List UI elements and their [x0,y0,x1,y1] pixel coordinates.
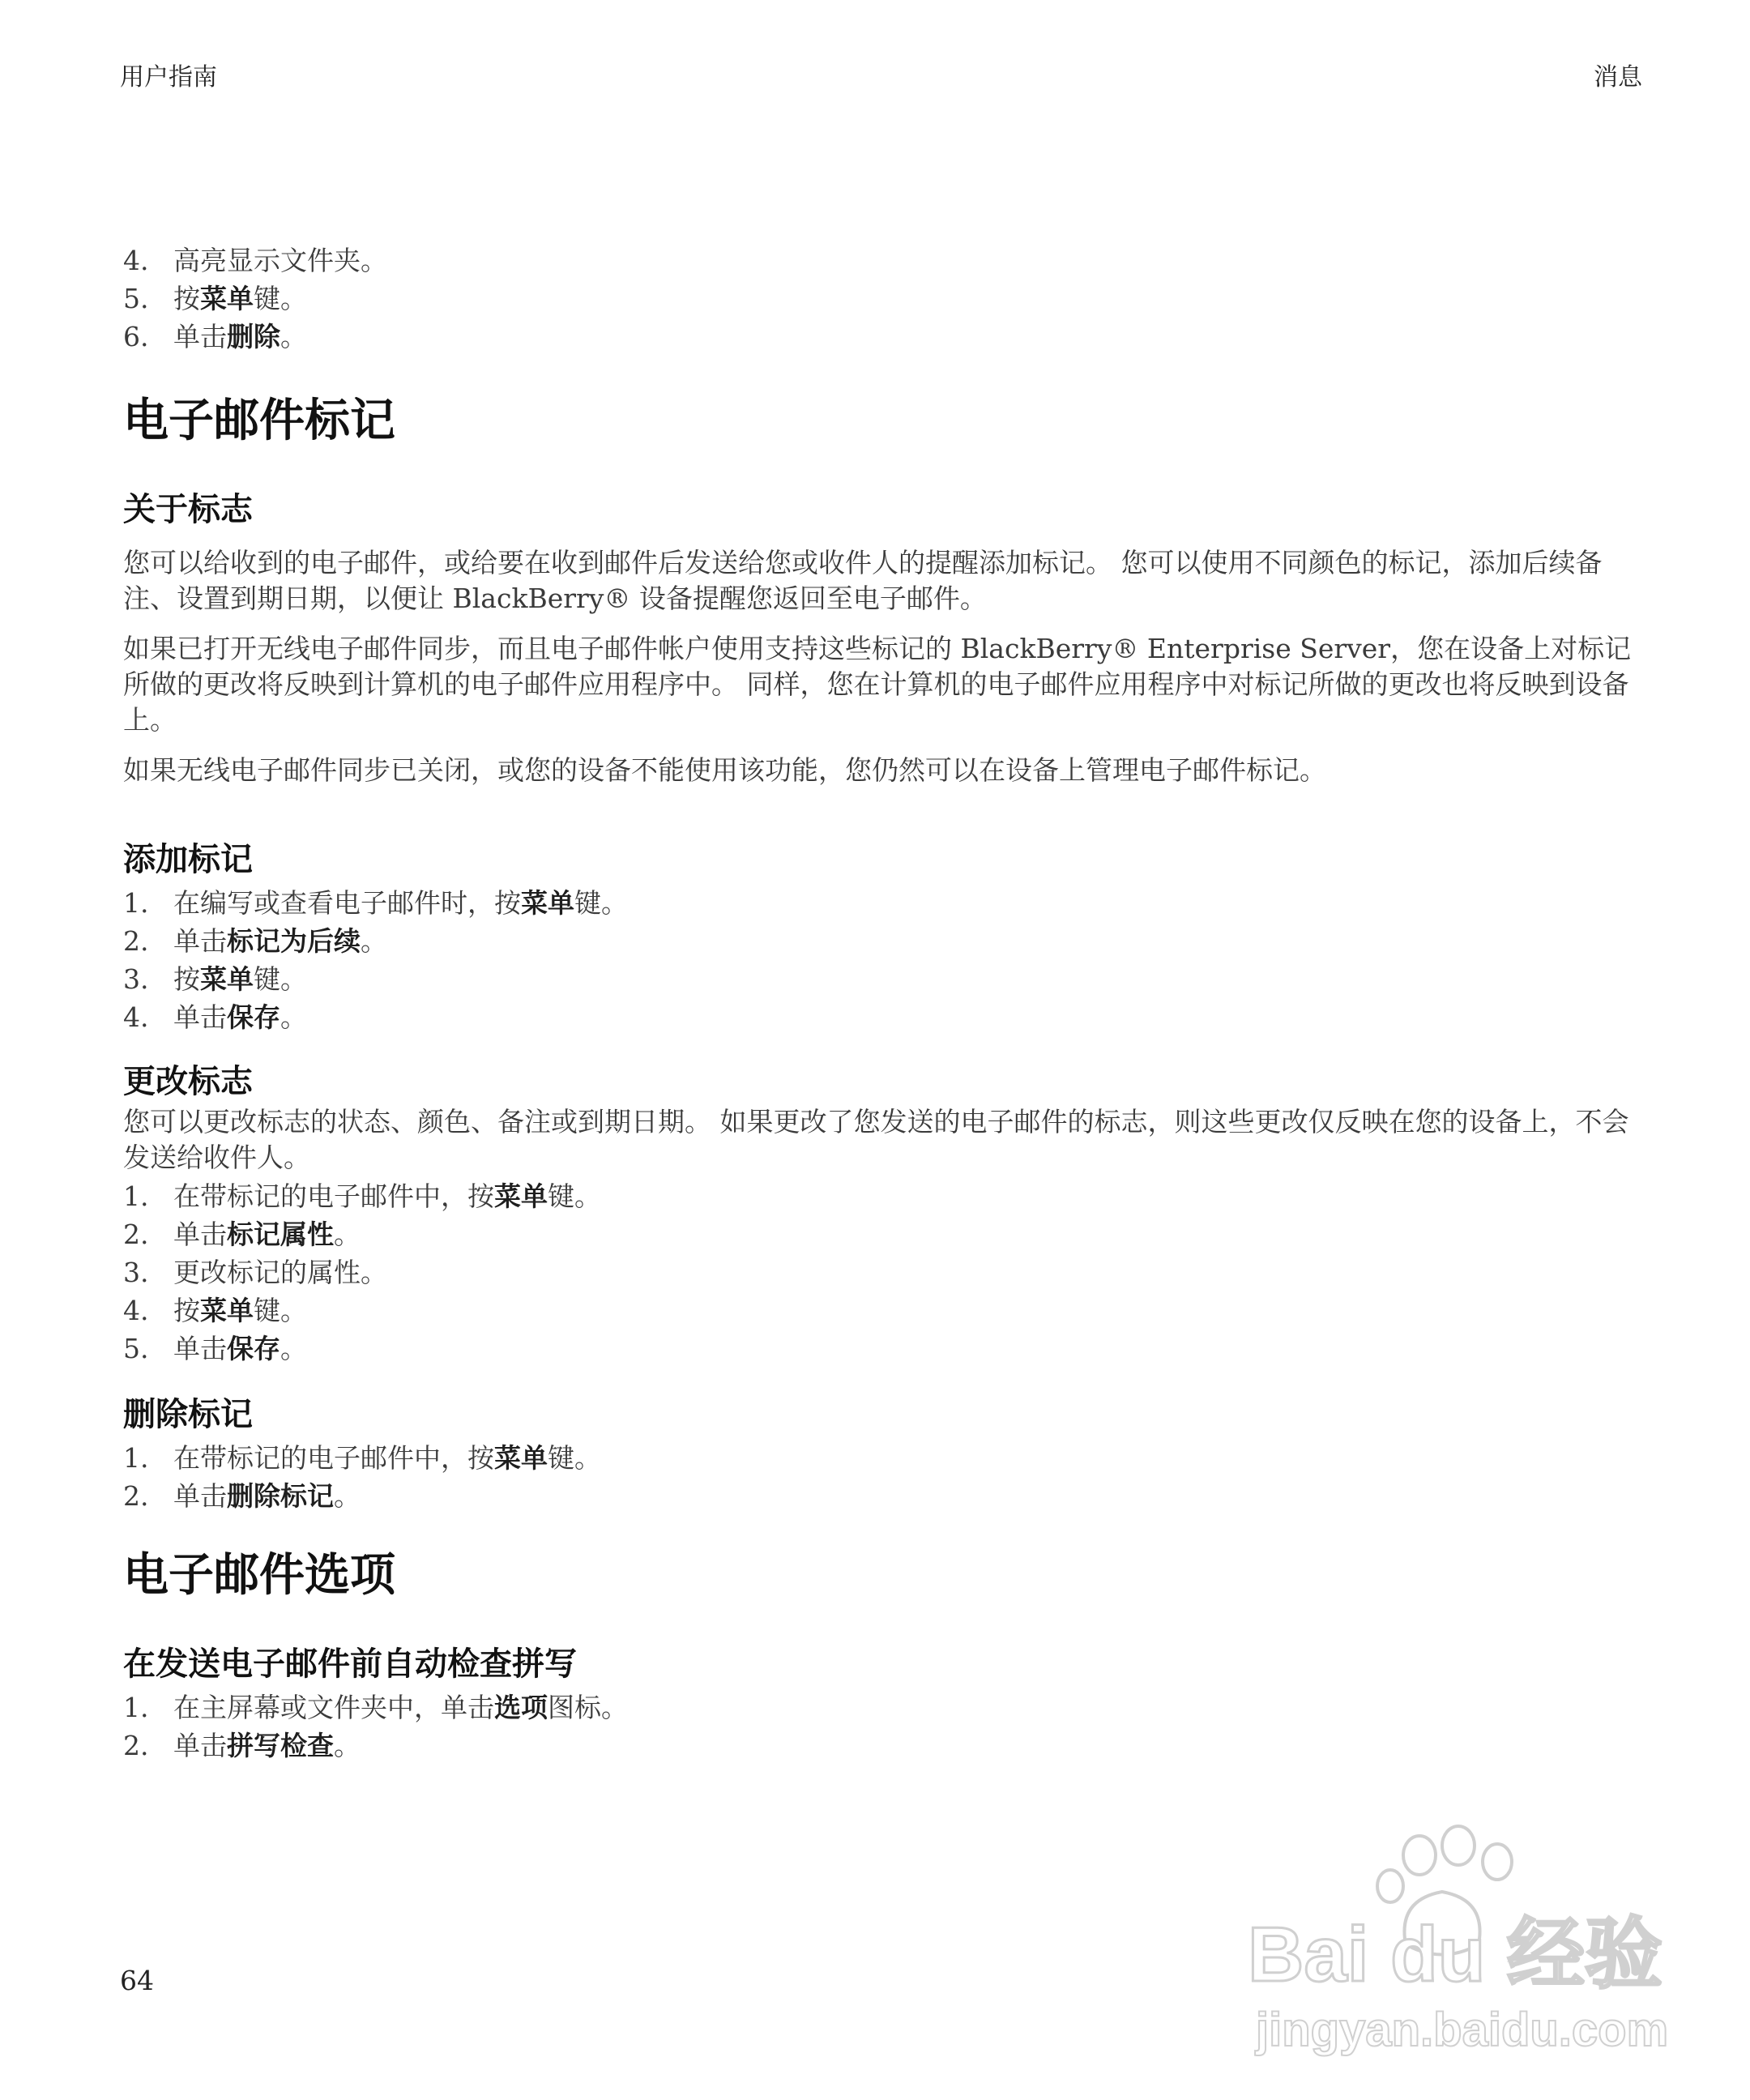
step-text: 按 [173,1295,200,1326]
step-text: 。 [334,1219,361,1250]
step-number: 3. [123,963,149,995]
add-flag-steps [123,884,1646,1036]
ui-term: 菜单 [521,887,574,919]
step-number: 1. [123,887,149,919]
step-number: 5. [123,1333,149,1364]
step-text: 按 [173,283,200,314]
step-text: 按 [173,963,200,995]
step-text: 单击 [173,1730,227,1761]
watermark-url: jingyan.baidu.com [1256,2004,1669,2056]
step-text: 更改标记的属性。 [173,1257,387,1288]
watermark-logo-text: Bai du 经验 [1248,1911,1663,1998]
step-number: 5. [123,283,149,314]
step-text: 键。 [254,1295,307,1326]
step-text: 单击 [173,1001,227,1033]
ui-term: 菜单 [200,1295,254,1326]
step-item [123,1177,1646,1215]
ui-term: 删除标记 [227,1480,334,1512]
step-text: 键。 [254,963,307,995]
step-text: 。 [334,1730,361,1761]
change-flag-steps [123,1177,1646,1368]
ui-term: 菜单 [200,283,254,314]
step-item [123,1727,1646,1765]
step-number: 1. [123,1180,149,1212]
step-text: 。 [334,1480,361,1512]
step-item [123,1477,1646,1515]
ui-term: 保存 [227,1001,280,1033]
about-paragraph-2: 如果已打开无线电子邮件同步，而且电子邮件帐户使用支持这些标记的 BlackBerry® Enterprise Server，您在设备上对标记所做的更改将反映到计算机的电子邮件应用程序中。 同样，您在计算机的电子邮件应用程序中对标记所做的更改也将反映到设备上。 [123,633,1632,736]
step-text: 在编写或查看电子邮件时，按 [173,887,521,919]
ui-term: 拼写检查 [227,1730,334,1761]
step-text: 。 [280,1333,307,1364]
subsection-title-about-flags: 关于标志 [123,491,253,528]
step-item [123,280,1646,318]
step-item [123,1688,1646,1727]
ui-term: 选项 [494,1692,548,1723]
ui-term: 菜单 [494,1180,548,1212]
baidu-jingyan-watermark [1240,1823,1669,2066]
intro-steps [123,241,1646,356]
step-number: 3. [123,1257,149,1288]
step-number: 1. [123,1442,149,1474]
step-text: 。 [361,925,387,957]
step-text: 键。 [254,283,307,314]
step-text: 高亮显示文件夹。 [173,245,387,276]
step-item [123,884,1646,922]
subsection-title-spell-check: 在发送电子邮件前自动检查拼写 [123,1645,577,1683]
step-item [123,1215,1646,1253]
step-number: 2. [123,925,149,957]
step-item [123,998,1646,1036]
step-item [123,1330,1646,1368]
section-title-email-options: 电子邮件选项 [123,1549,395,1602]
step-text: 单击 [173,1333,227,1364]
spell-check-steps [123,1688,1646,1765]
step-item [123,1291,1646,1330]
step-number: 6. [123,321,149,352]
page-number: 64 [120,1965,154,1996]
step-number: 2. [123,1730,149,1761]
step-text: 在带标记的电子邮件中，按 [173,1442,494,1474]
step-text: 键。 [548,1180,601,1212]
step-text: 在主屏幕或文件夹中，单击 [173,1692,494,1723]
about-paragraph-1: 您可以给收到的电子邮件，或给要在收到邮件后发送给您或收件人的提醒添加标记。 您可以使用不同颜色的标记，添加后续备注、设置到期日期，以便让 BlackBerry® 设备提醒您返回至电子邮件。 [123,547,1603,614]
ui-term: 保存 [227,1333,280,1364]
section-title-email-flags: 电子邮件标记 [123,395,395,447]
step-text: 图标。 [548,1692,628,1723]
step-item [123,1439,1646,1477]
about-paragraph-3: 如果无线电子邮件同步已关闭，或您的设备不能使用该功能，您仍然可以在设备上管理电子邮件标记。 [123,754,1326,786]
running-header-section: 消息 [1594,63,1642,92]
step-number: 2. [123,1480,149,1512]
running-header-title: 用户指南 [120,63,217,92]
step-item [123,922,1646,960]
step-number: 1. [123,1692,149,1723]
subsection-title-add-flag: 添加标记 [123,841,253,878]
step-number: 4. [123,245,149,276]
step-item [123,241,1646,280]
subsection-title-change-flag: 更改标志 [123,1063,253,1100]
ui-term: 标记为后续 [227,925,361,957]
step-text: 。 [280,1001,307,1033]
subsection-title-delete-flag: 删除标记 [123,1396,253,1433]
step-item [123,960,1646,998]
ui-term: 菜单 [494,1442,548,1474]
step-number: 4. [123,1001,149,1033]
step-item [123,318,1646,356]
page-content [123,241,1646,1765]
step-item [123,1253,1646,1291]
step-number: 4. [123,1295,149,1326]
step-number: 2. [123,1219,149,1250]
ui-term: 标记属性 [227,1219,334,1250]
step-text: 单击 [173,321,227,352]
ui-term: 删除 [227,321,280,352]
step-text: 在带标记的电子邮件中，按 [173,1180,494,1212]
step-text: 单击 [173,925,227,957]
step-text: 键。 [548,1442,601,1474]
step-text: 。 [280,321,307,352]
change-flag-paragraph: 您可以更改标志的状态、颜色、备注或到期日期。 如果更改了您发送的电子邮件的标志，则这些更改仅反映在您的设备上，不会发送给收件人。 [123,1106,1629,1173]
delete-flag-steps [123,1439,1646,1515]
step-text: 单击 [173,1219,227,1250]
step-text: 键。 [574,887,628,919]
step-text: 单击 [173,1480,227,1512]
ui-term: 菜单 [200,963,254,995]
